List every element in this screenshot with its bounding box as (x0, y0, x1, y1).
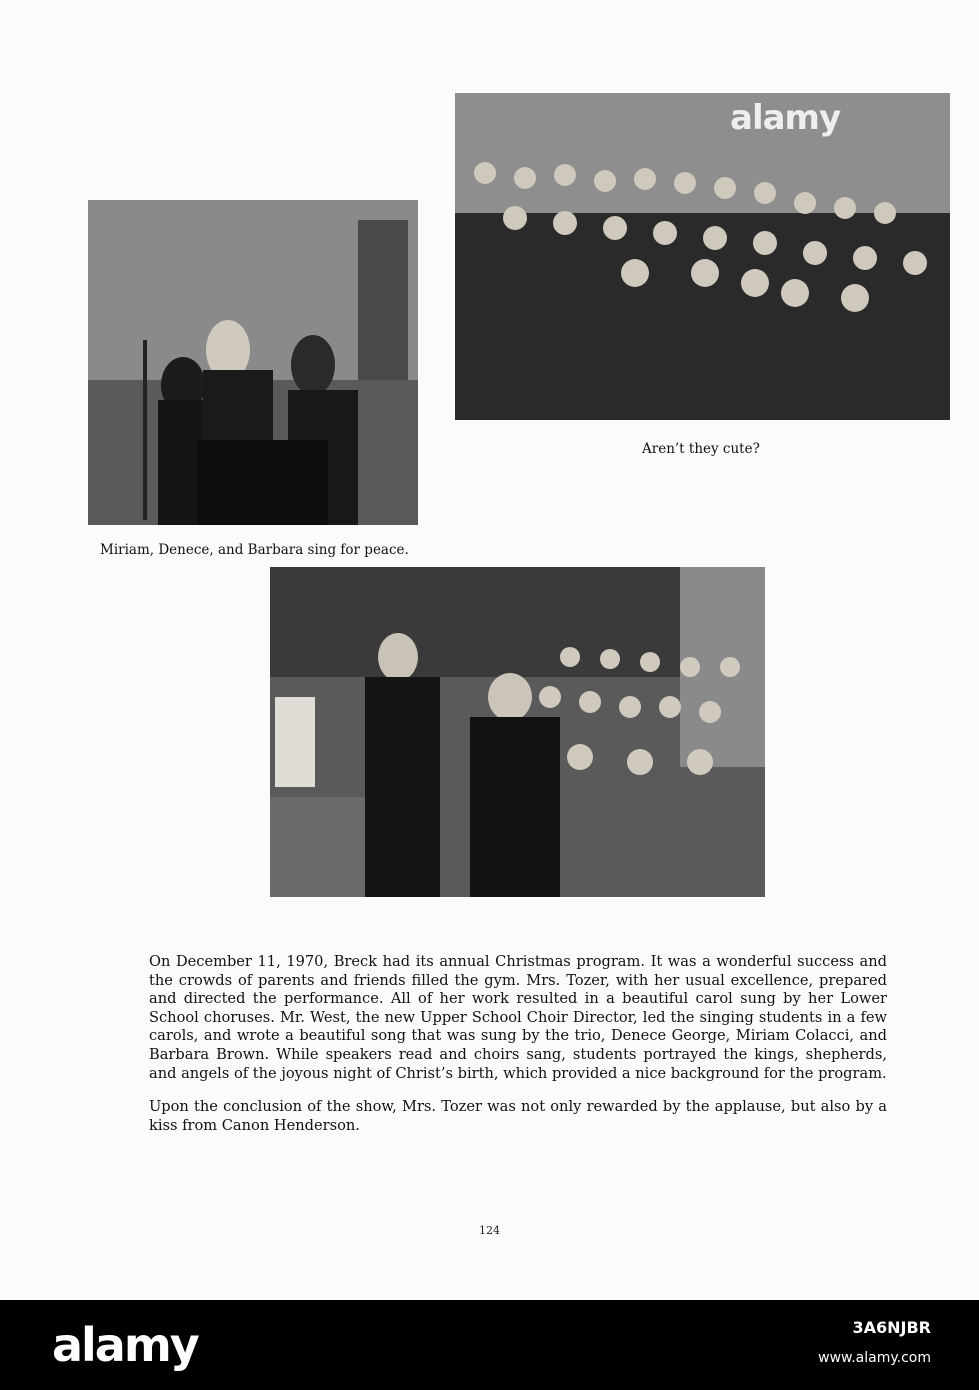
article-paragraph: On December 11, 1970, Breck had its annual Christmas program. It was a wonderful success and the crowds of parents and friends filled the gym. Mrs. Tozer, with her usual excellence, prepared and directed the performance. All of her work resulted in a beautiful carol sung by her Lower School choruses. Mr. West, the new Upper School Choir Director, led the singing students in a few carols, and wrote a beautiful song that was sung by the trio, Denece George, Miriam Colacci, and Barbara Brown. While speakers read and choirs sang, students portrayed the kings, shepherds, and angels of the joyous night of Christ’s birth, which provided a nice background for the program. (149, 953, 887, 1082)
caption-childrens-choir: Aren’t they cute? (642, 441, 760, 457)
article-body (149, 953, 887, 1150)
caption-trio-singing: Miriam, Denece, and Barbara sing for peace. (100, 542, 409, 558)
article-paragraph: Upon the conclusion of the show, Mrs. Tozer was not only rewarded by the applause, but also by a kiss from Canon Henderson. (149, 1098, 887, 1134)
stock-footer-bar (0, 1300, 979, 1390)
page-number: 124 (479, 1224, 500, 1237)
watermark-text: alamy (730, 98, 841, 138)
photo-director-and-choir (270, 567, 765, 897)
site-url: www.alamy.com (818, 1350, 931, 1366)
image-id: 3A6NJBR (852, 1318, 931, 1337)
photo-childrens-choir (455, 93, 950, 420)
photo-trio-singing (88, 200, 418, 525)
stock-logo: alamy (52, 1318, 198, 1372)
